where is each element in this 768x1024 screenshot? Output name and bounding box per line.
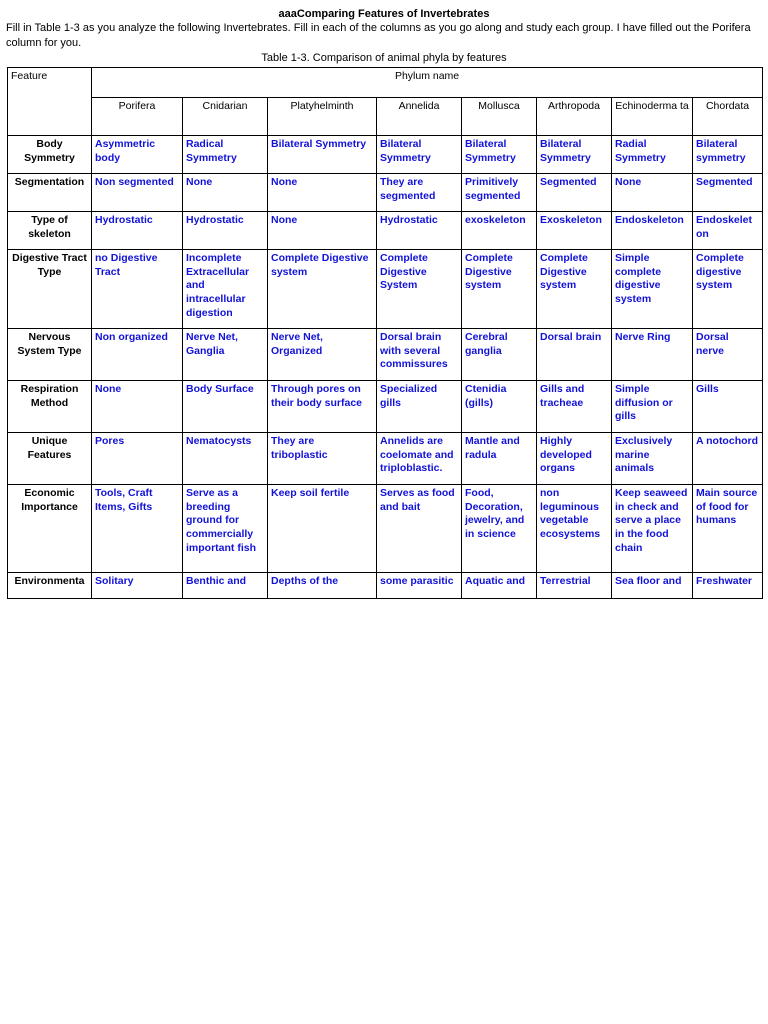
table-cell: Hydrostatic	[92, 212, 183, 250]
table-cell: Primitively segmented	[462, 174, 537, 212]
table-cell: Highly developed organs	[537, 433, 612, 485]
feature-label: Nervous System Type	[8, 329, 92, 381]
column-header-arthropoda: Arthropoda	[537, 98, 612, 136]
column-header-platyhelminth: Platyhelminth	[268, 98, 377, 136]
table-cell: Bilateral Symmetry	[268, 136, 377, 174]
table-cell: Radical Symmetry	[183, 136, 268, 174]
table-cell: Endoskeleton	[612, 212, 693, 250]
table-cell: A notochord	[693, 433, 763, 485]
table-cell: some parasitic	[377, 573, 462, 599]
column-header-chordata: Chordata	[693, 98, 763, 136]
table-cell: Dorsal brain	[537, 329, 612, 381]
table-cell: Complete Digestive system	[268, 250, 377, 329]
table-cell: Exoskeleton	[537, 212, 612, 250]
table-cell: Segmented	[537, 174, 612, 212]
table-cell: Hydrostatic	[183, 212, 268, 250]
table-cell: Specialized gills	[377, 381, 462, 433]
document-title: aaaComparing Features of Invertebrates	[278, 8, 490, 20]
feature-column-header: Feature	[8, 68, 92, 136]
feature-label: Digestive Tract Type	[8, 250, 92, 329]
table-cell: Through pores on their body surface	[268, 381, 377, 433]
table-cell: Hydrostatic	[377, 212, 462, 250]
table-cell: Simple diffusion or gills	[612, 381, 693, 433]
table-cell: Benthic and	[183, 573, 268, 599]
table-cell: exoskeleton	[462, 212, 537, 250]
table-cell: Freshwater	[693, 573, 763, 599]
feature-label: Body Symmetry	[8, 136, 92, 174]
table-cell: Nerve Ring	[612, 329, 693, 381]
column-header-cnidarian: Cnidarian	[183, 98, 268, 136]
table-cell: non leguminous vegetable ecosystems	[537, 485, 612, 573]
table-cell: Main source of food for humans	[693, 485, 763, 573]
feature-label: Economic Importance	[8, 485, 92, 573]
table-cell: Keep soil fertile	[268, 485, 377, 573]
table-cell: Dorsal nerve	[693, 329, 763, 381]
table-cell: Food, Decoration, jewelry, and in science	[462, 485, 537, 573]
table-cell: Radial Symmetry	[612, 136, 693, 174]
table-cell: Annelids are coelomate and triploblastic.	[377, 433, 462, 485]
table-cell: Bilateral Symmetry	[462, 136, 537, 174]
table-cell: Gills	[693, 381, 763, 433]
table-cell: None	[183, 174, 268, 212]
table-cell: Serve as a breeding ground for commercially important fish	[183, 485, 268, 573]
table-cell: Simple complete digestive system	[612, 250, 693, 329]
table-cell: Bilateral symmetry	[693, 136, 763, 174]
table-cell: Asymmetric body	[92, 136, 183, 174]
table-cell: Nematocysts	[183, 433, 268, 485]
table-cell: Body Surface	[183, 381, 268, 433]
table-cell: Nerve Net, Ganglia	[183, 329, 268, 381]
table-cell: Segmented	[693, 174, 763, 212]
comparison-table	[7, 67, 763, 599]
feature-label: Respiration Method	[8, 381, 92, 433]
table-row	[8, 381, 763, 433]
table-cell: Bilateral Symmetry	[377, 136, 462, 174]
feature-label: Environmenta	[8, 573, 92, 599]
table-cell: Pores	[92, 433, 183, 485]
table-cell: Exclusively marine animals	[612, 433, 693, 485]
table-cell: None	[268, 212, 377, 250]
table-cell: Dorsal brain with several commissures	[377, 329, 462, 381]
table-cell: They are segmented	[377, 174, 462, 212]
table-cell: Tools, Craft Items, Gifts	[92, 485, 183, 573]
table-caption: Table 1-3. Comparison of animal phyla by features	[261, 52, 507, 64]
instructions-text: Fill in Table 1-3 as you analyze the following Invertebrates. Fill in each of the columns as you go along and study each group. I have filled out the Porifera column for you.	[6, 22, 751, 49]
table-cell: Complete Digestive System	[377, 250, 462, 329]
table-row	[8, 485, 763, 573]
table-cell: Depths of the	[268, 573, 377, 599]
column-header-mollusca: Mollusca	[462, 98, 537, 136]
table-cell: Nerve Net, Organized	[268, 329, 377, 381]
table-row	[8, 573, 763, 599]
table-row	[8, 433, 763, 485]
column-header-annelida: Annelida	[377, 98, 462, 136]
table-cell: Incomplete Extracellular and intracellular digestion	[183, 250, 268, 329]
table-cell: Ctenidia (gills)	[462, 381, 537, 433]
table-cell: Terrestrial	[537, 573, 612, 599]
table-row	[8, 212, 763, 250]
table-cell: no Digestive Tract	[92, 250, 183, 329]
table-cell: Sea floor and	[612, 573, 693, 599]
table-row	[8, 136, 763, 174]
table-header-row	[8, 68, 763, 98]
table-cell: Complete Digestive system	[462, 250, 537, 329]
phylum-name-header: Phylum name	[92, 68, 763, 98]
column-header-porifera: Porifera	[92, 98, 183, 136]
phylum-columns-row	[8, 98, 763, 136]
table-cell: Serves as food and bait	[377, 485, 462, 573]
table-cell: Bilateral Symmetry	[537, 136, 612, 174]
table-cell: Gills and tracheae	[537, 381, 612, 433]
table-cell: Complete digestive system	[693, 250, 763, 329]
table-cell: Non organized	[92, 329, 183, 381]
table-cell: They are triboplastic	[268, 433, 377, 485]
table-cell: Solitary	[92, 573, 183, 599]
table-cell: None	[612, 174, 693, 212]
table-cell: Mantle and radula	[462, 433, 537, 485]
column-header-echinodermata: Echinoderma ta	[612, 98, 693, 136]
table-cell: Endoskelet on	[693, 212, 763, 250]
table-row	[8, 329, 763, 381]
table-row	[8, 250, 763, 329]
table-cell: Complete Digestive system	[537, 250, 612, 329]
table-cell: Aquatic and	[462, 573, 537, 599]
table-cell: None	[92, 381, 183, 433]
feature-label: Unique Features	[8, 433, 92, 485]
table-cell: None	[268, 174, 377, 212]
table-cell: Cerebral ganglia	[462, 329, 537, 381]
table-cell: Keep seaweed in check and serve a place in the food chain	[612, 485, 693, 573]
feature-label: Type of skeleton	[8, 212, 92, 250]
table-cell: Non segmented	[92, 174, 183, 212]
table-row	[8, 174, 763, 212]
feature-label: Segmentation	[8, 174, 92, 212]
